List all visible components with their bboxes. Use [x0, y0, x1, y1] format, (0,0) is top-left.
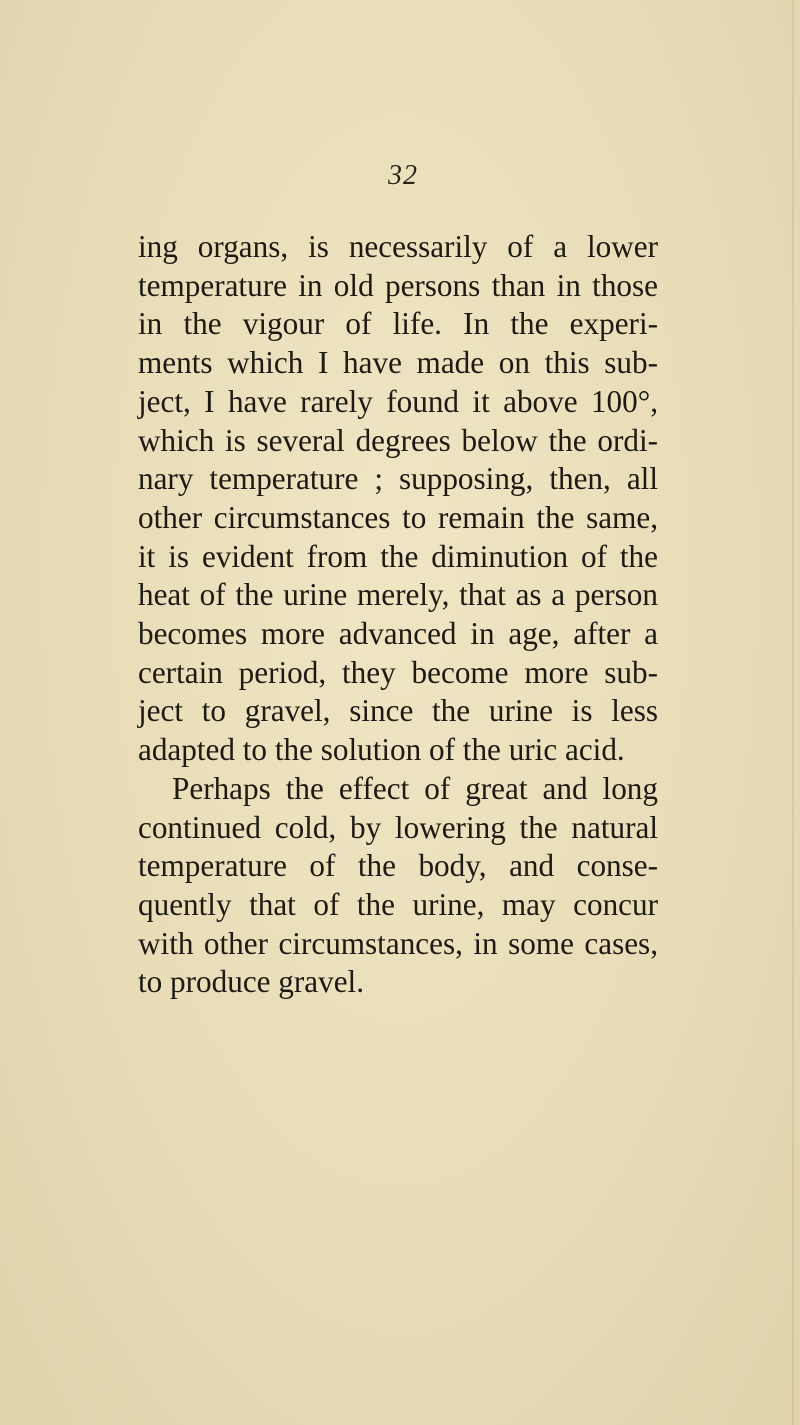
text-line: ments which I have made on this sub- — [138, 345, 658, 381]
text-line: it is evident from the diminution of the — [138, 538, 658, 574]
text-line: in the vigour of life. In the experi- — [138, 306, 658, 342]
page-number: 32 — [388, 160, 418, 191]
body-text — [138, 228, 658, 1002]
text-line: certain period, they become more sub- — [138, 654, 658, 690]
text-line: heat of the urine merely, that as a person — [138, 577, 658, 613]
text-line: other circumstances to remain the same, — [138, 499, 658, 535]
text-line: to produce gravel. — [138, 964, 365, 1000]
text-line: ject, I have rarely found it above 100°, — [138, 383, 658, 419]
text-line: ing organs, is necessarily of a lower — [138, 229, 658, 264]
text-line: which is several degrees below the ordi- — [138, 422, 658, 458]
text-line: quently that of the urine, may concur — [138, 886, 658, 922]
text-line: continued cold, by lowering the natural — [138, 809, 658, 845]
text-line: nary temperature ; supposing, then, all — [138, 461, 658, 497]
page-edge — [792, 0, 794, 1425]
paragraph-start-line: Perhaps the effect of great and long — [172, 770, 658, 806]
text-line: temperature in old persons than in those — [138, 267, 658, 303]
text-line: adapted to the solution of the uric acid. — [138, 732, 625, 768]
text-line: temperature of the body, and conse- — [138, 848, 658, 884]
text-line: with other circumstances, in some cases, — [138, 925, 658, 961]
text-line: becomes more advanced in age, after a — [138, 616, 658, 652]
text-line: ject to gravel, since the urine is less — [138, 693, 658, 729]
